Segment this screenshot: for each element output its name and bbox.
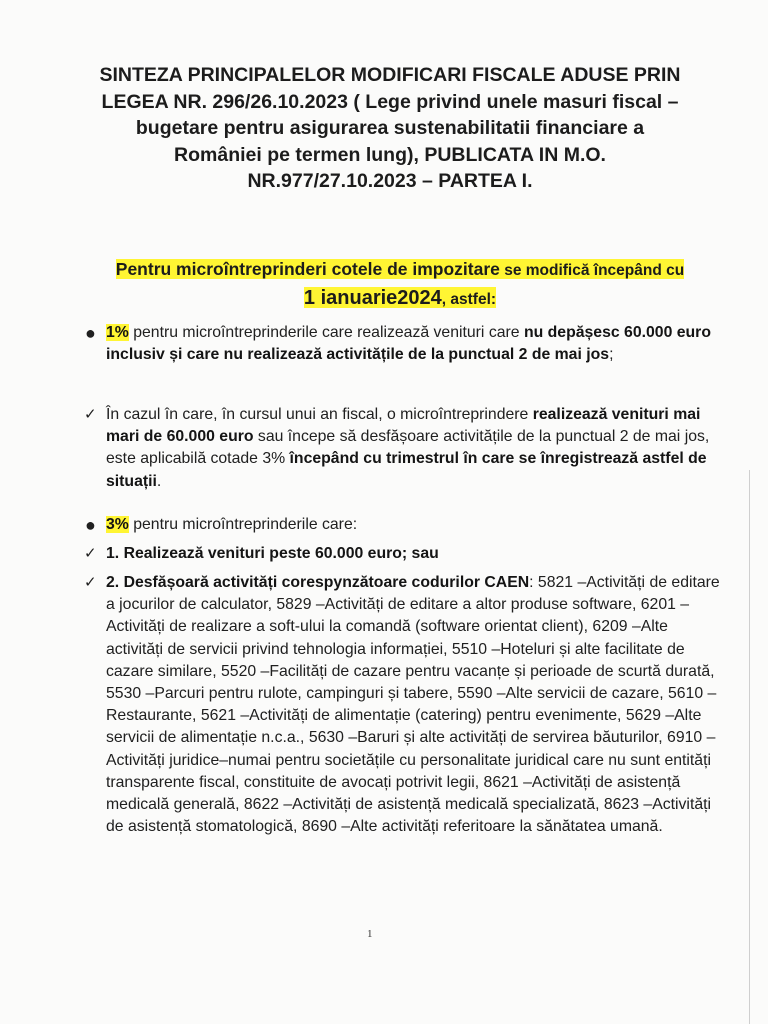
item-bold-text: 2. Desfășoară activități corespуnzătoare codurilor CAEN: [106, 574, 530, 591]
title-line: României pe termen lung), PUBLICATA IN M.O.: [174, 143, 606, 166]
scan-edge-line: [749, 470, 750, 1024]
heading-highlight: [304, 287, 496, 308]
bullet-icon: ●: [85, 323, 96, 343]
title-line: bugetare pentru asigurarea sustenabilitatii financiare a: [135, 117, 645, 139]
caen-codes-text: : 5821 –Activități de editare a jocurilor de calculator, 5829 –Activități de editare a altor produse software, 6201 –Activități de realizare a soft-ului la comandă (software orientat client), 6209 –Alte activități de servicii privind tehnologia informației, 5510 –Hoteluri și alte facilitate de cazare similare, 5520 –Facilități de cazare pentru vacanțe și perioade de scurtă durată, 5530 –Parcuri pentru rulote, campinguri și tabere, 5590 –Alte servicii de cazare, 5610 –Restaurante, 5621 –Activități de alimentație (catering) pentru evenimente, 5629 –Alte servicii de alimentație n.c.a., 5630 –Baruri și alte activități de servirea băuturilor, 6910 –Activități juridice–numai pentru societățile cu personalitate juridical care nu sunt entități transparente fiscal, constituite de avocați potrivit legii, 8621 –Activități de asistență medicală generală, 8622 –Activități de asistență medicală specializată, 8623 –Activități de asistență stomatologică, 8690 –Alte activități referitoare la sănătatea umană.: [106, 574, 720, 836]
item-text: ;: [609, 346, 614, 364]
list-item: [85, 514, 726, 536]
list-item: [84, 543, 726, 565]
checkmark-icon: ✓: [84, 406, 97, 423]
list-item: [84, 572, 726, 838]
item-text: pentru microîntreprinderile care realizează venituri care: [128, 324, 524, 341]
item-text: pentru microîntreprinderile care:: [128, 516, 358, 533]
item-bold-text: nu depășesc: [523, 324, 620, 341]
effective-date: 1 ianuarie2024: [303, 287, 442, 309]
title-line: LEGEA NR. 296/26.10.2023 ( Lege privind unele masuri fiscal –: [101, 90, 679, 113]
bullet-icon: ●: [85, 515, 96, 535]
item-bold-text: 1. Realizează venituri peste 60.000 euro; sau: [106, 545, 439, 562]
heading-text: , astfel:: [441, 291, 497, 308]
heading-highlight: [116, 259, 684, 279]
item-bold-text: începând cu trimestrul în care se înregistrează astfel de situații: [106, 450, 707, 490]
document-title: [60, 62, 720, 195]
section-heading: [60, 256, 740, 314]
item-text: sau începe să desfășoare activitățile de la punctual 2 de mai jos, este aplicabilă cotade 3%: [106, 428, 710, 468]
title-line: NR.977/27.10.2023 – PARTEA I.: [247, 170, 533, 192]
rate-badge: 1%: [106, 324, 129, 341]
list-item: [85, 322, 726, 366]
heading-text: se modifică începând cu: [499, 262, 685, 279]
checkmark-icon: ✓: [84, 545, 97, 562]
heading-text: Pentru microîntreprinderi cotele de impozitare: [115, 259, 500, 279]
item-bold-text: 60.000 euro inclusiv și care nu realizează activitățile de la punctual 2 de mai jos: [106, 324, 711, 364]
checkmark-icon: ✓: [84, 574, 97, 591]
list-item: [84, 404, 726, 493]
title-line: SINTEZA PRINCIPALELOR MODIFICARI FISCALE ADUSE PRIN: [99, 64, 681, 86]
rate-badge: 3%: [106, 516, 129, 533]
page-number: 1: [367, 928, 373, 940]
item-text: .: [156, 472, 162, 490]
item-bold-text: realizează venituri mai mari de 60.000 euro: [106, 406, 701, 446]
item-text: În cazul în care, în cursul unui an fiscal, o microîntreprindere: [106, 406, 533, 423]
